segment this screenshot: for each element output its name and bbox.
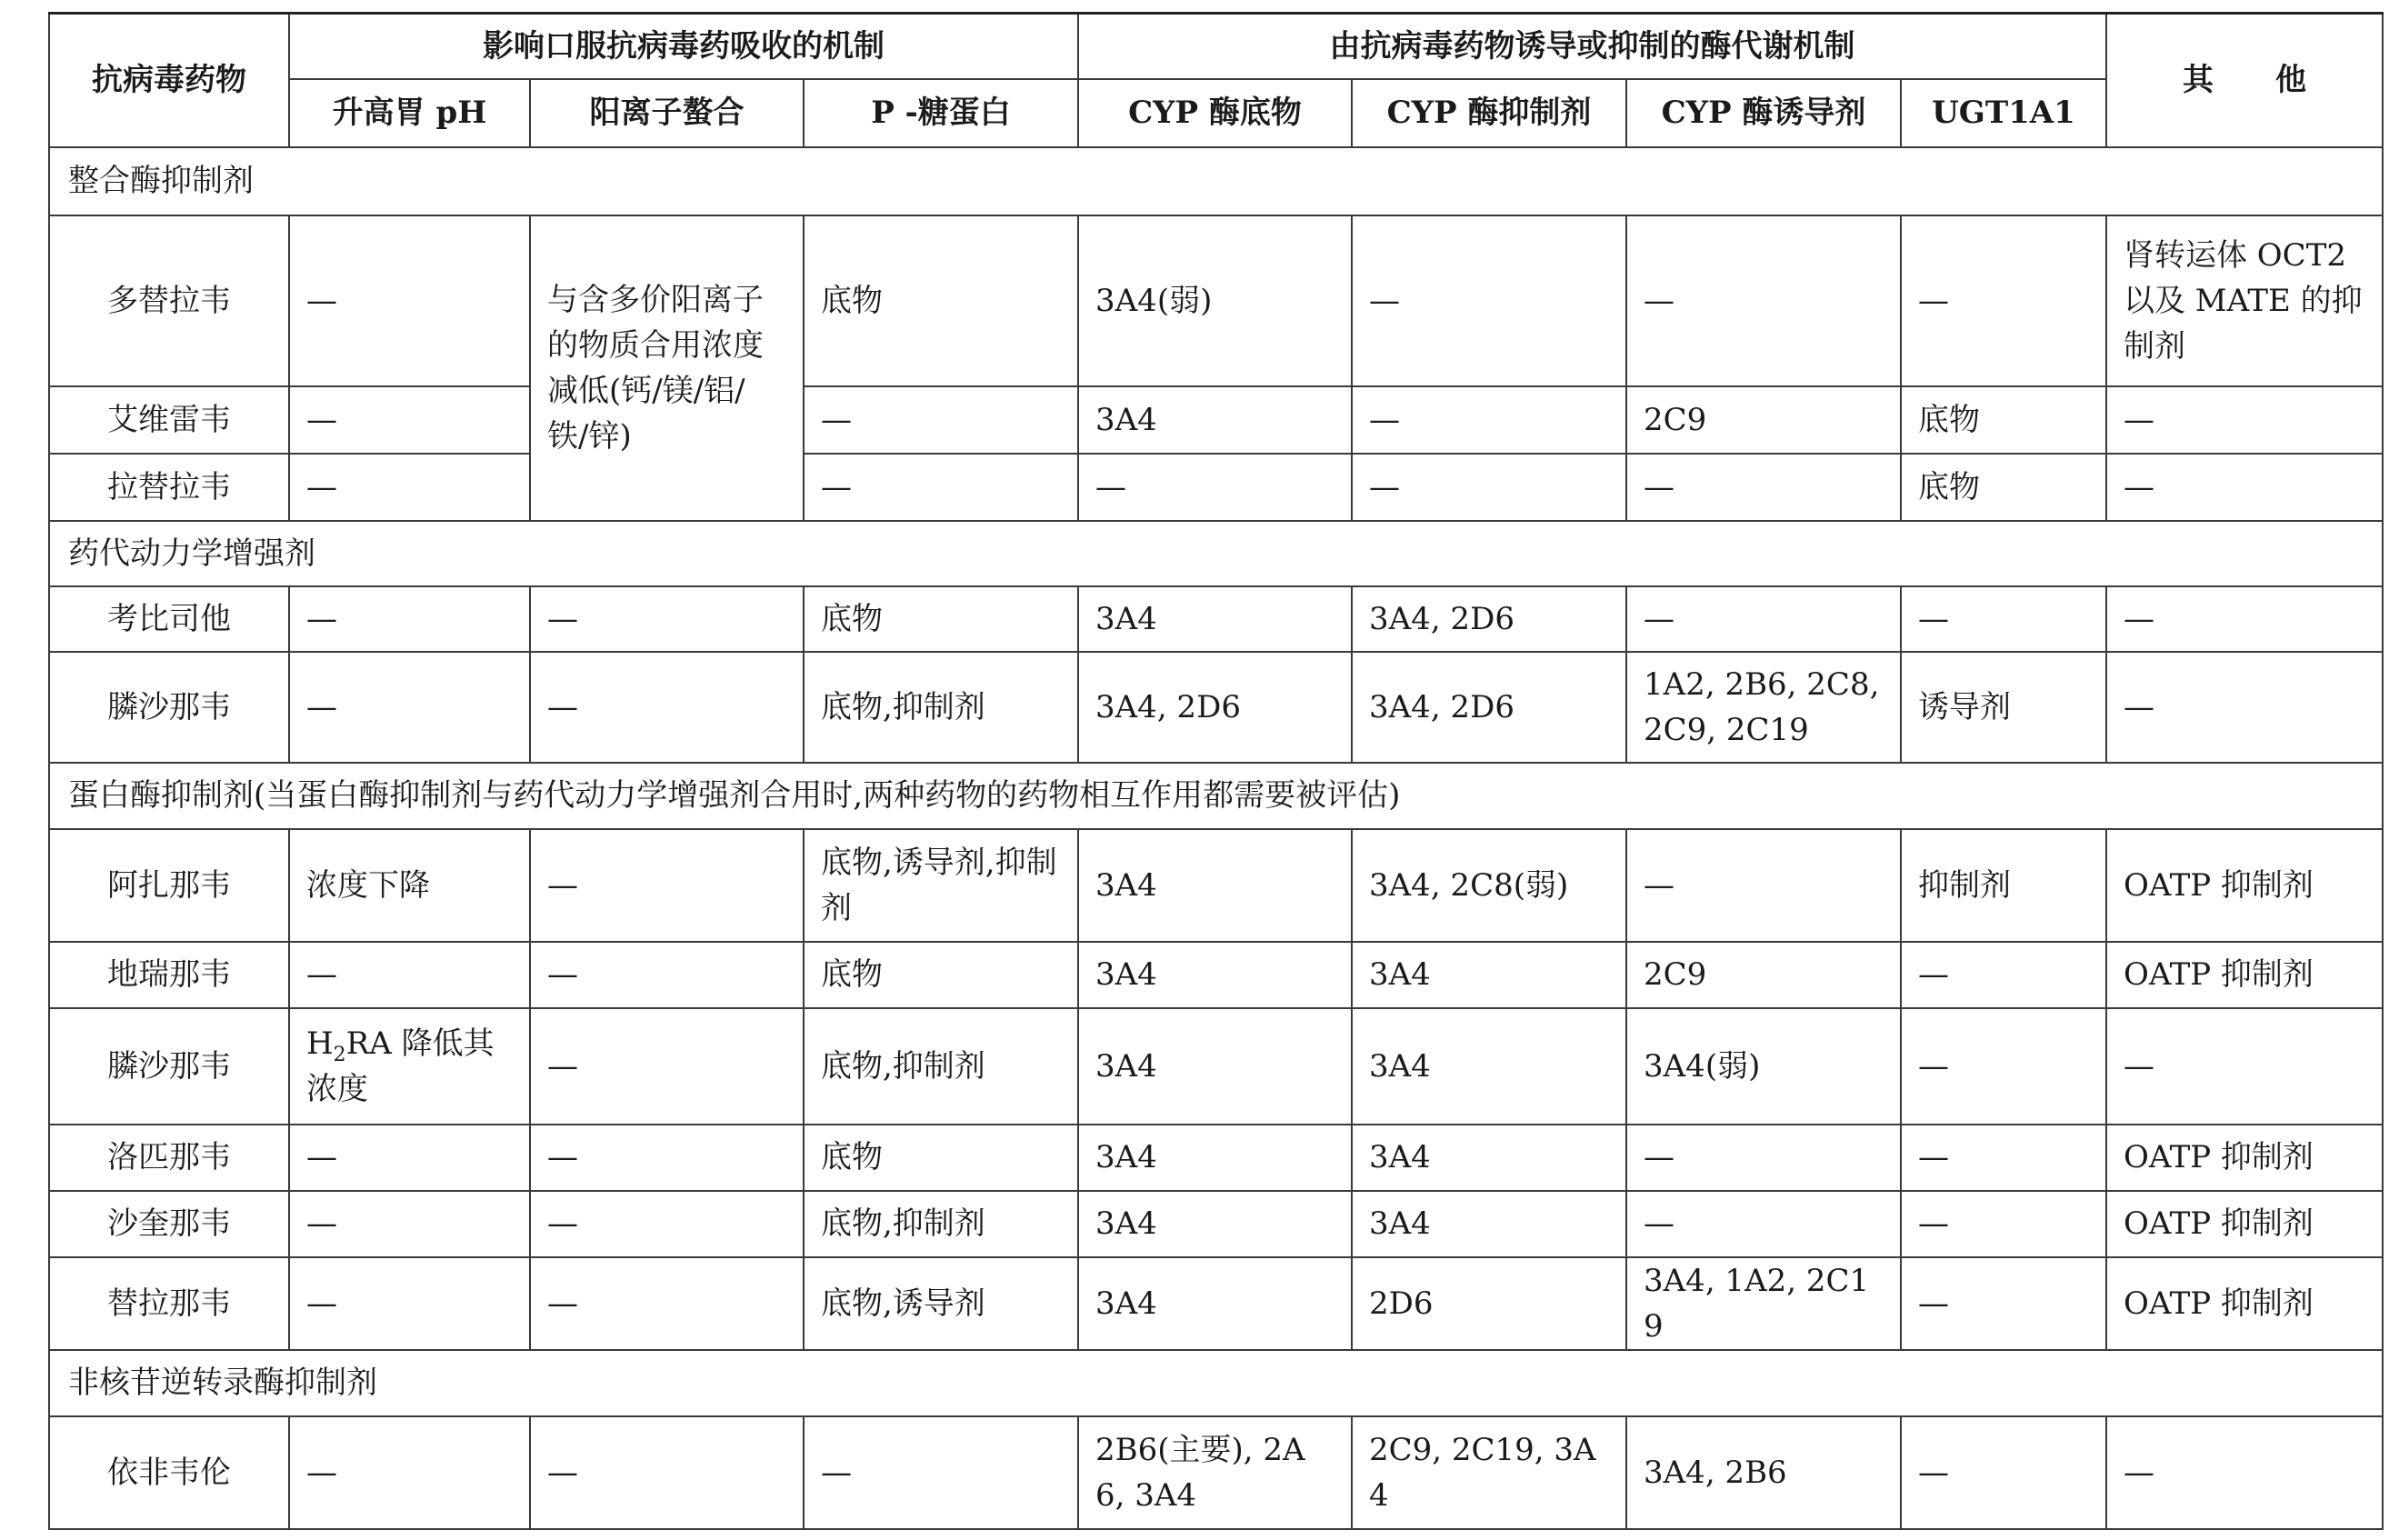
cell-cyp-substrate: 3A4 xyxy=(1078,386,1352,454)
cell-chelation: — xyxy=(530,1125,804,1191)
table-row xyxy=(49,1257,2383,1350)
cell-cyp-inhibitor: 3A4 xyxy=(1352,1191,1626,1257)
cell-ugt: — xyxy=(1901,1008,2106,1125)
cell-cyp-inducer: 1A2, 2B6, 2C8, 2C9, 2C19 xyxy=(1626,652,1901,763)
category-label: 整合酶抑制剂 xyxy=(49,147,2383,215)
cell-pgp: 底物 xyxy=(804,942,1078,1008)
cell-ugt: — xyxy=(1901,942,2106,1008)
cell-ugt: — xyxy=(1901,1191,2106,1257)
category-row xyxy=(49,763,2383,829)
cell-ugt: 底物 xyxy=(1901,386,2106,454)
drug-name: 沙奎那韦 xyxy=(49,1191,289,1257)
cell-cyp-substrate: 3A4 xyxy=(1078,1257,1352,1350)
cell-ph: — xyxy=(289,1257,530,1350)
cell-cyp-substrate: — xyxy=(1078,454,1352,521)
cell-ph: — xyxy=(289,652,530,763)
cell-cyp-inhibitor: 3A4, 2C8(弱) xyxy=(1352,829,1626,942)
header-drug: 抗病毒药物 xyxy=(49,14,289,147)
cell-cyp-inducer: 2C9 xyxy=(1626,386,1901,454)
header-cyp-inducer: CYP 酶诱导剂 xyxy=(1626,79,1901,147)
cell-cyp-inducer: — xyxy=(1626,1125,1901,1191)
drug-name: 阿扎那韦 xyxy=(49,829,289,942)
cell-cyp-inducer: — xyxy=(1626,215,1901,386)
cell-ph: — xyxy=(289,942,530,1008)
cell-pgp: — xyxy=(804,454,1078,521)
cell-cyp-inhibitor: — xyxy=(1352,454,1626,521)
ph-text-post: RA 降低其浓度 xyxy=(306,1025,495,1107)
cell-cyp-substrate: 3A4 xyxy=(1078,942,1352,1008)
table-row xyxy=(49,1416,2383,1529)
cell-pgp: — xyxy=(804,1416,1078,1529)
drug-name: 洛匹那韦 xyxy=(49,1125,289,1191)
cell-cyp-substrate: 3A4 xyxy=(1078,1008,1352,1125)
cell-chelation: — xyxy=(530,829,804,942)
cell-cyp-substrate: 2B6(主要), 2A6, 3A4 xyxy=(1078,1416,1352,1529)
cell-chelation-merged: 与含多价阳离子的物质合用浓度减低(钙/镁/铝/铁/锌) xyxy=(530,215,804,521)
cell-cyp-inducer: — xyxy=(1626,586,1901,652)
cell-chelation: — xyxy=(530,586,804,652)
category-row xyxy=(49,521,2383,586)
table-row xyxy=(49,454,2383,521)
cell-ph: — xyxy=(289,215,530,386)
cell-cyp-inducer: — xyxy=(1626,829,1901,942)
header-absorption-group: 影响口服抗病毒药吸收的机制 xyxy=(289,14,1078,79)
cell-other: OATP 抑制剂 xyxy=(2106,942,2383,1008)
header-chelation: 阳离子螯合 xyxy=(530,79,804,147)
cell-pgp: 底物,抑制剂 xyxy=(804,1008,1078,1125)
cell-cyp-substrate: 3A4 xyxy=(1078,586,1352,652)
cell-ugt: — xyxy=(1901,1257,2106,1350)
table-row xyxy=(49,586,2383,652)
cell-cyp-inducer: — xyxy=(1626,454,1901,521)
cell-cyp-substrate: 3A4(弱) xyxy=(1078,215,1352,386)
cell-cyp-inhibitor: 3A4 xyxy=(1352,942,1626,1008)
drug-name: 拉替拉韦 xyxy=(49,454,289,521)
category-row xyxy=(49,1350,2383,1416)
cell-cyp-substrate: 3A4 xyxy=(1078,1191,1352,1257)
cell-cyp-inhibitor: — xyxy=(1352,386,1626,454)
cell-chelation: — xyxy=(530,1191,804,1257)
cell-cyp-inhibitor: 3A4, 2D6 xyxy=(1352,586,1626,652)
cell-cyp-substrate: 3A4 xyxy=(1078,829,1352,942)
cell-cyp-inhibitor: 2D6 xyxy=(1352,1257,1626,1350)
drug-name: 替拉那韦 xyxy=(49,1257,289,1350)
cell-pgp: 底物 xyxy=(804,1125,1078,1191)
header-cyp-inhibitor: CYP 酶抑制剂 xyxy=(1352,79,1626,147)
cell-chelation: — xyxy=(530,652,804,763)
cell-other: — xyxy=(2106,1416,2383,1529)
cell-ph: — xyxy=(289,586,530,652)
cell-pgp: 底物,诱导剂 xyxy=(804,1257,1078,1350)
cell-chelation: — xyxy=(530,1257,804,1350)
cell-pgp: — xyxy=(804,386,1078,454)
category-label: 蛋白酶抑制剂(当蛋白酶抑制剂与药代动力学增强剂合用时,两种药物的药物相互作用都需要被评估) xyxy=(49,763,2383,829)
cell-pgp: 底物,抑制剂 xyxy=(804,652,1078,763)
cell-ph: — xyxy=(289,454,530,521)
category-label: 非核苷逆转录酶抑制剂 xyxy=(49,1350,2383,1416)
cell-pgp: 底物,诱导剂,抑制剂 xyxy=(804,829,1078,942)
cell-cyp-inhibitor: 3A4 xyxy=(1352,1008,1626,1125)
cell-cyp-inducer: 3A4, 2B6 xyxy=(1626,1416,1901,1529)
cell-ugt: 抑制剂 xyxy=(1901,829,2106,942)
header-ugt: UGT1A1 xyxy=(1901,79,2106,147)
cell-ugt: — xyxy=(1901,215,2106,386)
cell-other: — xyxy=(2106,586,2383,652)
cell-pgp: 底物,抑制剂 xyxy=(804,1191,1078,1257)
cell-ugt: — xyxy=(1901,1416,2106,1529)
cell-other: — xyxy=(2106,386,2383,454)
cell-chelation: — xyxy=(530,942,804,1008)
header-other: 其 他 xyxy=(2106,14,2383,147)
table-row xyxy=(49,1125,2383,1191)
table-row xyxy=(49,1191,2383,1257)
cell-ph: 浓度下降 xyxy=(289,829,530,942)
drug-name: 膦沙那韦 xyxy=(49,1008,289,1125)
header-cyp-substrate: CYP 酶底物 xyxy=(1078,79,1352,147)
cell-cyp-inducer: 2C9 xyxy=(1626,942,1901,1008)
cell-ugt: — xyxy=(1901,1125,2106,1191)
table-row xyxy=(49,1008,2383,1125)
cell-other: — xyxy=(2106,652,2383,763)
drug-interaction-table xyxy=(48,12,2384,1530)
table-row xyxy=(49,652,2383,763)
cell-ph: — xyxy=(289,1125,530,1191)
cell-cyp-inhibitor: 3A4 xyxy=(1352,1125,1626,1191)
cell-other: — xyxy=(2106,454,2383,521)
table-row xyxy=(49,386,2383,454)
drug-name: 依非韦伦 xyxy=(49,1416,289,1529)
cell-chelation: — xyxy=(530,1008,804,1125)
ph-text-pre: H xyxy=(306,1025,334,1062)
drug-name: 多替拉韦 xyxy=(49,215,289,386)
table-row xyxy=(49,829,2383,942)
table-row xyxy=(49,215,2383,386)
cell-ph: — xyxy=(289,1416,530,1529)
table-row xyxy=(49,942,2383,1008)
cell-ph: — xyxy=(289,386,530,454)
cell-cyp-inhibitor: 3A4, 2D6 xyxy=(1352,652,1626,763)
drug-name: 膦沙那韦 xyxy=(49,652,289,763)
cell-cyp-inducer: 3A4, 1A2, 2C19 xyxy=(1626,1257,1901,1350)
cell-cyp-inhibitor: — xyxy=(1352,215,1626,386)
cell-other: — xyxy=(2106,1008,2383,1125)
header-pgp: P -糖蛋白 xyxy=(804,79,1078,147)
cell-ph xyxy=(289,1008,530,1125)
cell-other: OATP 抑制剂 xyxy=(2106,829,2383,942)
cell-other: OATP 抑制剂 xyxy=(2106,1257,2383,1350)
cell-cyp-inducer: — xyxy=(1626,1191,1901,1257)
drug-name: 艾维雷韦 xyxy=(49,386,289,454)
category-row xyxy=(49,147,2383,215)
cell-ugt: — xyxy=(1901,586,2106,652)
cell-cyp-substrate: 3A4, 2D6 xyxy=(1078,652,1352,763)
drug-name: 考比司他 xyxy=(49,586,289,652)
cell-chelation: — xyxy=(530,1416,804,1529)
header-enzyme-group: 由抗病毒药物诱导或抑制的酶代谢机制 xyxy=(1078,14,2106,79)
cell-ugt: 底物 xyxy=(1901,454,2106,521)
cell-other: OATP 抑制剂 xyxy=(2106,1125,2383,1191)
ph-text-subscript: 2 xyxy=(333,1043,346,1066)
cell-cyp-substrate: 3A4 xyxy=(1078,1125,1352,1191)
cell-ph: — xyxy=(289,1191,530,1257)
cell-other: 肾转运体 OCT2 以及 MATE 的抑制剂 xyxy=(2106,215,2383,386)
cell-other: OATP 抑制剂 xyxy=(2106,1191,2383,1257)
cell-pgp: 底物 xyxy=(804,215,1078,386)
cell-cyp-inducer: 3A4(弱) xyxy=(1626,1008,1901,1125)
drug-name: 地瑞那韦 xyxy=(49,942,289,1008)
category-label: 药代动力学增强剂 xyxy=(49,521,2383,586)
cell-ugt: 诱导剂 xyxy=(1901,652,2106,763)
cell-pgp: 底物 xyxy=(804,586,1078,652)
header-ph: 升高胃 pH xyxy=(289,79,530,147)
cell-cyp-inhibitor: 2C9, 2C19, 3A4 xyxy=(1352,1416,1626,1529)
